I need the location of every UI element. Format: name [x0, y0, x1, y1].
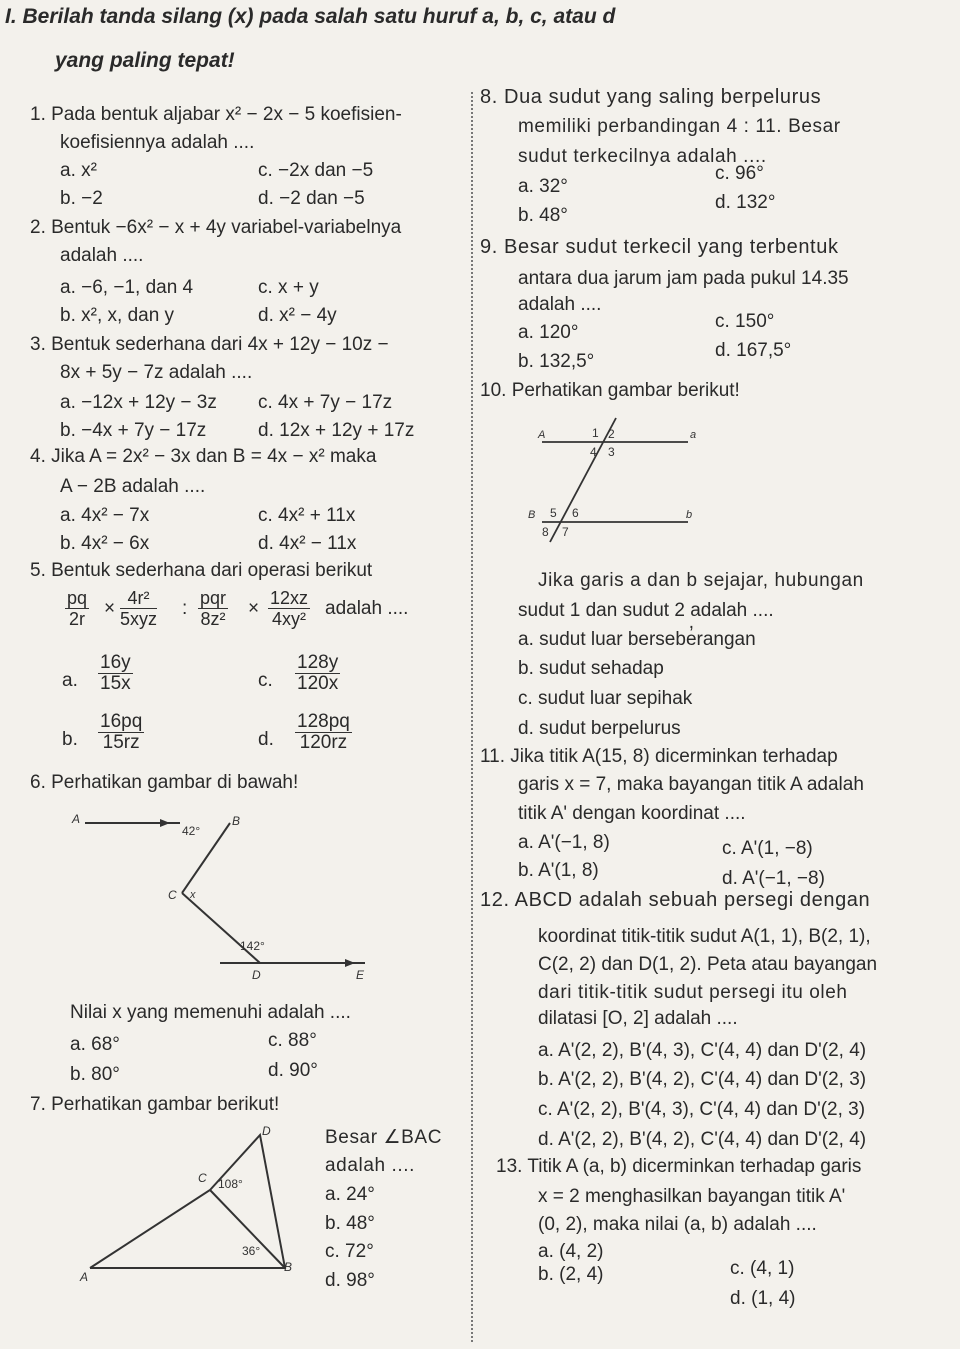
- q7-angle-108: 108°: [218, 1177, 243, 1191]
- q5-op2: :: [182, 598, 188, 619]
- q10-figure: [510, 410, 700, 550]
- q7-question: Besar ∠BAC: [325, 1127, 443, 1148]
- q5-option-b-label[interactable]: b.: [62, 729, 78, 750]
- q5-f4-den: 4xy²: [272, 609, 307, 629]
- q5-a-den: 15x: [100, 673, 131, 694]
- q6-arrow-ab: [160, 819, 170, 827]
- q10-angle-2: 2: [608, 427, 615, 441]
- q3-option-a[interactable]: a. −12x + 12y − 3z: [60, 392, 217, 413]
- q13-stem-3: (0, 2), maka nilai (a, b) adalah ....: [538, 1214, 817, 1235]
- q6-option-a[interactable]: a. 68°: [70, 1034, 120, 1055]
- q5-option-c[interactable]: [295, 653, 340, 694]
- q5-d-num: 128pq: [297, 711, 350, 732]
- q5-c-den: 120x: [297, 673, 339, 694]
- q2-stem: 2. Bentuk −6x² − x + 4y variabel-variabelnya: [30, 217, 402, 238]
- q10-angle-3: 3: [608, 445, 615, 459]
- q10-angle-4: 4: [590, 445, 597, 459]
- q12-option-a[interactable]: a. A'(2, 2), B'(4, 3), C'(4, 4) dan D'(2, 4): [538, 1040, 867, 1061]
- q5-f4-num: 12xz: [270, 588, 309, 608]
- q9-option-c[interactable]: c. 150°: [715, 311, 775, 332]
- q10-stem: 10. Perhatikan gambar berikut!: [480, 380, 740, 401]
- q5-f2-num: 4r²: [120, 588, 157, 609]
- q9-stem: 9. Besar sudut terkecil yang terbentuk: [480, 236, 839, 258]
- instructions-line1: I. Berilah tanda silang (x) pada salah satu huruf a, b, c, atau d: [5, 5, 616, 28]
- q10-angle-8: 8: [542, 525, 549, 539]
- q10-option-c[interactable]: c. sudut luar sepihak: [518, 688, 693, 709]
- q10-text-2: sudut 1 dan sudut 2 adalah ....: [518, 600, 774, 621]
- q4-option-d[interactable]: d. 4x² − 11x: [258, 533, 357, 554]
- q10-angle-7: 7: [562, 525, 569, 539]
- q1-option-b[interactable]: b. −2: [60, 188, 103, 209]
- q8-option-a[interactable]: a. 32°: [518, 176, 568, 197]
- q10-option-b[interactable]: b. sudut sehadap: [518, 658, 664, 679]
- q6-question: Nilai x yang memenuhi adalah ....: [70, 1002, 351, 1023]
- q10-angle-6: 6: [572, 506, 579, 520]
- q6-option-c[interactable]: c. 88°: [268, 1030, 317, 1051]
- q13-stem-2: x = 2 menghasilkan bayangan titik A': [538, 1186, 846, 1207]
- q13-option-a[interactable]: a. (4, 2): [538, 1241, 604, 1262]
- q6-stem: 6. Perhatikan gambar di bawah!: [30, 772, 299, 793]
- q1-stem-2: koefisiennya adalah ....: [60, 132, 255, 153]
- q6-angle-142: 142°: [240, 939, 265, 953]
- q12-stem: 12. ABCD adalah sebuah persegi dengan: [480, 889, 871, 911]
- q5-b-den: 15rz: [102, 732, 140, 753]
- column-divider: [471, 92, 473, 1342]
- q11-stem: 11. Jika titik A(15, 8) dicerminkan terhadap: [480, 746, 838, 767]
- q13-stem: 13. Titik A (a, b) dicerminkan terhadap garis: [496, 1156, 862, 1177]
- q11-option-d[interactable]: d. A'(−1, −8): [722, 868, 825, 889]
- q6-label-x: x: [190, 889, 196, 901]
- q10-option-a[interactable]: a. sudut luar bersebe̓rangan: [518, 629, 756, 650]
- q6-option-b[interactable]: b. 80°: [70, 1064, 120, 1085]
- q10-label-B: B: [528, 509, 536, 521]
- q3-option-b[interactable]: b. −4x + 7y − 17z: [60, 420, 207, 441]
- q10-text: Jika garis a dan b sejajar, hubungan: [538, 570, 864, 591]
- q5-op1: ×: [104, 598, 116, 619]
- q12-option-d[interactable]: d. A'(2, 2), B'(4, 2), C'(4, 4) dan D'(2, 4): [538, 1129, 867, 1150]
- q10-angle-1: 1: [592, 426, 599, 440]
- q8-stem-3: sudut terkecilnya adalah ....: [518, 146, 767, 167]
- q5-option-a[interactable]: [98, 653, 133, 694]
- q2-option-a[interactable]: a. −6, −1, dan 4: [60, 277, 194, 298]
- q11-option-b[interactable]: b. A'(1, 8): [518, 860, 599, 881]
- q5-fraction-2: [120, 588, 157, 629]
- q5-c-num: 128y: [297, 652, 339, 673]
- q4-option-a[interactable]: a. 4x² − 7x: [60, 505, 150, 526]
- q5-option-d-label[interactable]: d.: [258, 729, 274, 750]
- q7-question-2: adalah ....: [325, 1155, 416, 1176]
- q1-option-d[interactable]: d. −2 dan −5: [258, 188, 365, 209]
- q6-option-d[interactable]: d. 90°: [268, 1060, 318, 1081]
- q13-option-d[interactable]: d. (1, 4): [730, 1288, 796, 1309]
- q5-fraction-4: [268, 588, 310, 629]
- q10-option-d[interactable]: d. sudut berpelurus: [518, 718, 681, 739]
- q7-option-d[interactable]: d. 98°: [325, 1270, 375, 1291]
- q8-option-b[interactable]: b. 48°: [518, 205, 568, 226]
- q11-stem-3: titik A' dengan koordinat ....: [518, 803, 746, 824]
- q12-option-c[interactable]: c. A'(2, 2), B'(4, 3), C'(4, 4) dan D'(2, 3): [538, 1099, 866, 1120]
- q5-option-d[interactable]: [295, 712, 352, 753]
- q1-stem: 1. Pada bentuk aljabar x² − 2x − 5 koefisien-: [30, 104, 402, 125]
- q4-stem: 4. Jika A = 2x² − 3x dan B = 4x − x² maka: [30, 446, 377, 467]
- q6-label-c: C: [168, 888, 177, 902]
- q9-option-b[interactable]: b. 132,5°: [518, 351, 595, 372]
- q5-stem: 5. Bentuk sederhana dari operasi berikut: [30, 560, 373, 581]
- q12-stem-3: C(2, 2) dan D(1, 2). Peta atau bayangan: [538, 954, 878, 975]
- q12-stem-5: dilatasi [O, 2] adalah ....: [538, 1008, 738, 1029]
- q3-option-d[interactable]: d. 12x + 12y + 17z: [258, 420, 415, 441]
- q5-option-a-label[interactable]: a.: [62, 670, 78, 691]
- q7-figure: [70, 1125, 320, 1295]
- q10-transversal: [550, 418, 616, 542]
- q3-option-c[interactable]: c. 4x + 7y − 17z: [258, 392, 393, 413]
- q7-option-b[interactable]: b. 48°: [325, 1213, 375, 1234]
- q11-option-c[interactable]: c. A'(1, −8): [722, 838, 813, 859]
- q5-op3: ×: [248, 598, 260, 619]
- q12-option-b[interactable]: b. A'(2, 2), B'(4, 2), C'(4, 4) dan D'(2, 3): [538, 1069, 867, 1090]
- q2-option-d[interactable]: d. x² − 4y: [258, 305, 337, 326]
- q7-stem: 7. Perhatikan gambar berikut!: [30, 1094, 280, 1115]
- q2-stem-2: adalah ....: [60, 245, 144, 266]
- q6-arrow-de: [345, 959, 355, 967]
- q5-f3-num: pqr: [200, 588, 227, 608]
- q7-option-c[interactable]: c. 72°: [325, 1241, 374, 1262]
- q3-stem-2: 8x + 5y − 7z adalah ....: [60, 362, 253, 383]
- q5-b-num: 16pq: [100, 711, 143, 732]
- q5-a-num: 16y: [100, 652, 131, 673]
- q8-option-d[interactable]: d. 132°: [715, 192, 776, 213]
- q5-option-c-label[interactable]: c.: [258, 670, 273, 691]
- q7-label-c: C: [198, 1171, 207, 1185]
- q6-label-d: D: [252, 968, 261, 982]
- q7-label-d: D: [262, 1124, 271, 1138]
- q5-f2-den: 5xyz: [120, 609, 158, 629]
- q3-stem: 3. Bentuk sederhana dari 4x + 12y − 10z −: [30, 334, 389, 355]
- q5-f3-den: 8z²: [200, 609, 226, 629]
- q5-f1-den: 2r: [69, 609, 86, 629]
- q7-label-a: A: [80, 1270, 89, 1284]
- q5-d-den: 120rz: [299, 732, 348, 753]
- q6-angle-42: 42°: [182, 824, 201, 838]
- q6-label-a: A: [72, 812, 81, 826]
- q1-option-a[interactable]: a. x²: [60, 160, 97, 181]
- q9-option-d[interactable]: d. 167,5°: [715, 340, 792, 361]
- q13-option-b[interactable]: b. (2, 4): [538, 1264, 604, 1285]
- q10-label-A: A: [538, 429, 546, 441]
- q10-label-a: a: [690, 429, 697, 441]
- q6-label-b: B: [232, 814, 241, 828]
- q4-option-c[interactable]: c. 4x² + 11x: [258, 505, 356, 526]
- q11-option-a[interactable]: a. A'(−1, 8): [518, 832, 610, 853]
- q5-fraction-3: [198, 588, 228, 629]
- q7-angle-36: 36°: [242, 1244, 261, 1258]
- q2-option-c[interactable]: c. x + y: [258, 277, 319, 298]
- q5-f1-num: pq: [67, 588, 88, 608]
- q8-option-c[interactable]: c. 96°: [715, 163, 764, 184]
- q9-stem-2: antara dua jarum jam pada pukul 14.35: [518, 268, 849, 289]
- q13-option-c[interactable]: c. (4, 1): [730, 1258, 795, 1279]
- q2-option-b[interactable]: b. x², x, dan y: [60, 305, 175, 326]
- q4-option-b[interactable]: b. 4x² − 6x: [60, 533, 150, 554]
- q7-label-b: B: [284, 1260, 293, 1274]
- q10-label-b: b: [686, 509, 693, 521]
- q12-stem-2: koordinat titik-titik sudut A(1, 1), B(2, 1),: [538, 926, 871, 947]
- q5-tail: adalah ....: [325, 598, 409, 619]
- instructions-line2: yang paling tepat!: [55, 49, 235, 72]
- q8-stem: 8. Dua sudut yang saling berpelurus: [480, 86, 822, 108]
- q10-angle-5: 5: [550, 506, 557, 520]
- q9-option-a[interactable]: a. 120°: [518, 322, 579, 343]
- q6-label-e: E: [356, 968, 365, 982]
- q4-stem-2: A − 2B adalah ....: [60, 476, 206, 497]
- q8-stem-2: memiliki perbandingan 4 : 11. Besar: [518, 116, 841, 137]
- q12-stem-4: dari titik-titik sudut persegi itu oleh: [538, 982, 848, 1003]
- q9-stem-3: adalah ....: [518, 294, 602, 315]
- q5-option-b[interactable]: [98, 712, 144, 753]
- q6-figure: [60, 805, 390, 990]
- q11-stem-2: garis x = 7, maka bayangan titik A adalah: [518, 774, 864, 795]
- q7-option-a[interactable]: a. 24°: [325, 1184, 375, 1205]
- q1-option-c[interactable]: c. −2x dan −5: [258, 160, 374, 181]
- q5-fraction-1: [65, 588, 89, 629]
